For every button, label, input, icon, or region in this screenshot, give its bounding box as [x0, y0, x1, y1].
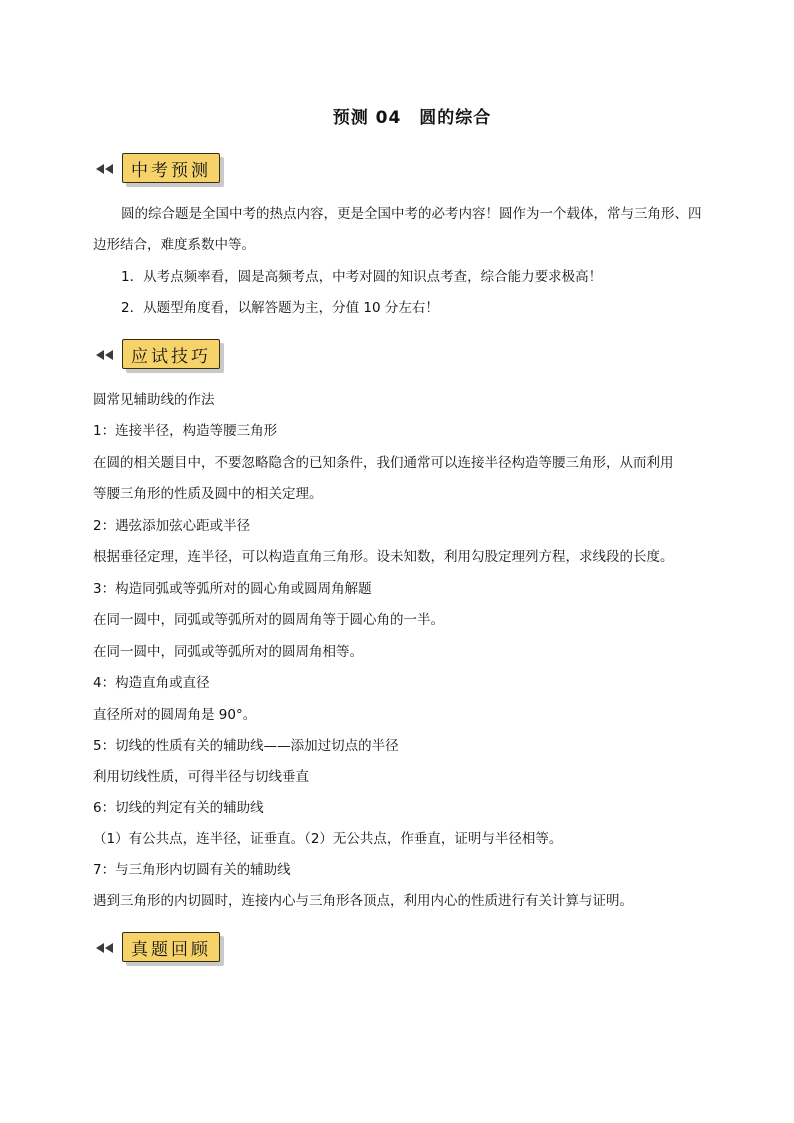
skill-line: 1：连接半径，构造等腰三角形 [93, 423, 278, 439]
skill-line: 圆常见辅助线的作法 [93, 392, 215, 408]
skill-line: 在圆的相关题目中，不要忽略隐含的已知条件，我们通常可以连接半径构造等腰三角形，从而利用 [93, 455, 674, 471]
skill-line: 7：与三角形内切圆有关的辅助线 [93, 862, 291, 878]
skill-line: 根据垂径定理，连半径，可以构造直角三角形。设未知数，利用勾股定理列方程，求线段的长度。 [93, 549, 674, 565]
section-badge-label: 应试技巧 [122, 339, 220, 369]
forecast-item: 2．从题型角度看，以解答题为主，分值 10 分左右！ [121, 300, 439, 316]
skill-line: 遇到三角形的内切圆时，连接内心与三角形各顶点，利用内心的性质进行有关计算与证明。 [93, 893, 633, 909]
skill-line: 在同一圆中，同弧或等弧所对的圆周角等于圆心角的一半。 [93, 612, 444, 628]
skill-line: （1）有公共点，连半径，证垂直。（2）无公共点，作垂直，证明与半径相等。 [93, 831, 563, 847]
forecast-item: 1．从考点频率看，圆是高频考点，中考对圆的知识点考查，综合能力要求极高！ [121, 269, 603, 285]
section-header-review [96, 928, 224, 968]
section-header-forecast [96, 149, 224, 189]
skill-line: 3：构造同弧或等弧所对的圆心角或圆周角解题 [93, 581, 372, 597]
skill-line: 2：遇弦添加弦心距或半径 [93, 518, 251, 534]
section-badge-review [122, 932, 224, 964]
skill-line: 在同一圆中，同弧或等弧所对的圆周角相等。 [93, 644, 363, 660]
skill-line: 4：构造直角或直径 [93, 675, 210, 691]
double-left-arrow-icon [96, 164, 114, 174]
page-title [0, 103, 794, 128]
skill-line: 5：切线的性质有关的辅助线——添加过切点的半径 [93, 738, 399, 754]
section-badge-label: 中考预测 [122, 153, 220, 183]
section-header-skills [96, 335, 224, 375]
title-prefix: 预测 04 [332, 108, 402, 128]
skill-line: 利用切线性质，可得半径与切线垂直 [93, 769, 309, 785]
skill-line: 等腰三角形的性质及圆中的相关定理。 [93, 486, 323, 502]
section-badge-label: 真题回顾 [122, 932, 220, 962]
forecast-intro: 圆的综合题是全国中考的热点内容，更是全国中考的必考内容！圆作为一个载体，常与三角形、四边形结合，难度系数中等。 [93, 206, 702, 253]
section-badge-skills [122, 339, 224, 371]
skill-line: 直径所对的圆周角是 90°。 [93, 707, 257, 723]
double-left-arrow-icon [96, 943, 114, 953]
section-badge-forecast [122, 153, 224, 185]
double-left-arrow-icon [96, 350, 114, 360]
title-main: 圆的综合 [419, 108, 492, 128]
skill-line: 6：切线的判定有关的辅助线 [93, 800, 264, 816]
